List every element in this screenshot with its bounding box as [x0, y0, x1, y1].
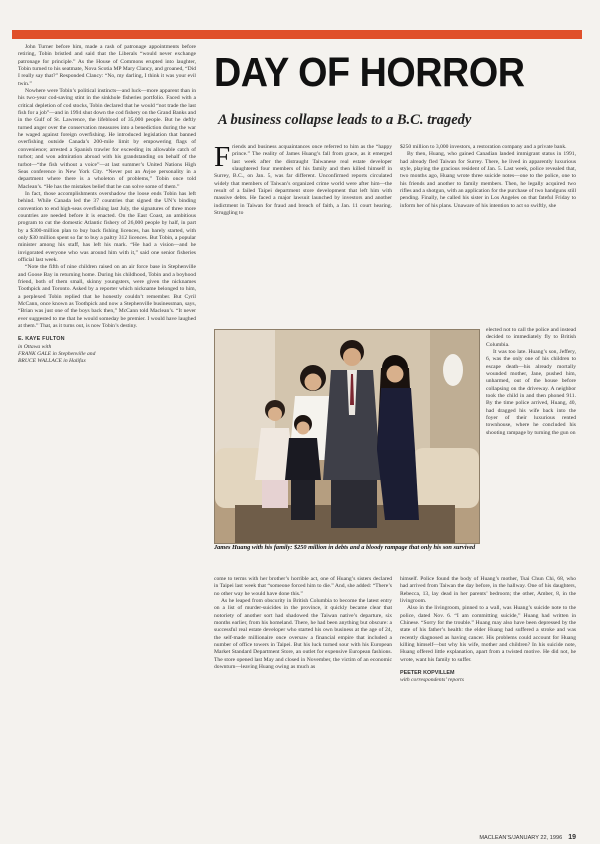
- headline: DAY OF HORROR: [214, 49, 525, 95]
- paragraph: By then, Huang, who gained Canadian landed immigrant status in 1991, had already fled Taiwan for Surrey. There, he lived in apparently luxurious style, playing the gracious resident of Jan. 5. Last week, police revealed that, two months ago, Huang wrote three suicide notes—one to the police, one to his friends and another to family members. Then, he legally acquired two rifles and a shotgun, with an application for the purchase of two handguns still pending. Finally, he called his sister in Los Angeles on that fateful Friday to inform her of his plans. Unaware of his intention to act so swiftly, she: [400, 151, 576, 209]
- paragraph: John Turner before him, made a rash of patronage appointments before retiring, Tobin bristled and said that the Liberals “would never exchange patronage for principle.” As the House of Commons erupted into laughter, Tobin turned to his seatmate, Nova Scotia MP Mary Clancy, and groaned, “Did I really say that?” Responded Clancy: “No, my darling, I think it was your evil twin.”: [18, 44, 196, 87]
- deck: A business collapse leads to a B.C. tragedy: [218, 112, 472, 128]
- page-number: 19: [568, 834, 576, 841]
- paragraph: In fact, those accomplishments overshadow the loose ends Tobin has left behind. While Canada led the 37 countries that signed the UN’s binding convention to end high-seas overfishing last July, the signatures of three more countries are needed before it is enacted. On the East Coast, an ambitious program to cut the domestic Atlantic fishery of 26,000 people by half, in part by a $300-million plan to buy back fishing licences, has barely started, with only $30 million spent so far to buy a paltry 312 licences. But Tobin, a popular minister among his staff, has left his mark. “He had a vision—and he invigorated everyone who was around him with it,” said one senior fisheries official last week.: [18, 190, 196, 263]
- page-footer: [479, 834, 576, 841]
- right-byline: [400, 670, 576, 685]
- paragraph: As he leaped from obscurity in British Columbia to become the latest entry on a list of murder-suicides in the province, it quickly became clear that notoriety of another sort had shadowed the Taiwan native’s departure, six months earlier, from his homeland. There, he had been anything but obscure: a successful real estate developer who started his own business at the age of 24, the self-made millionaire once oversaw a financial empire that included a number of office towers in Taipei. But his luck turned sour with his European Market Standard Department Store, an outlet for expensive European fashions. The store opened last May and closed in November, the victim of an economic downturn—leaving Huang owing as much as: [214, 598, 392, 671]
- article-column-3-top: [400, 144, 576, 210]
- article-column-3-bottom: [400, 576, 576, 685]
- paragraph: $250 million to 3,000 investors, a restoration company and a private bank.: [400, 144, 567, 150]
- issue-line: MACLEAN’S/JANUARY 22, 1996: [479, 835, 563, 841]
- paragraph: come to terms with her brother’s horrible act, one of Huang’s sisters declared in Taipei last week that “someone forced him to die.” And, she added: “There’s no other way he would have done this.”: [214, 576, 392, 597]
- paragraph: Nowhere were Tobin’s political instincts—and luck—more apparent than in his two-year cod-saving stint in the sinkhole fisheries portfolio. Faced with a critical depletion of cod stocks, Tobin declared that he would “not trade the last fish for a job”—and in 1994 shut down the cod fishery on the Grand Banks and in the Gulf of St. Lawrence, the lifeblood of 35,000 people. But he deftly turned anger over the conservation measures into a benediction during the war he waged against foreign overfishing. He introduced legislation that banned overfishing outside Canada’s 200-mile limit by empowering flags of convenience; arrested a Spanish trawler for exceeding its allowable catch of turbot; and won admiration abroad with his grandstanding on behalf of the turbot—“the fish without a voice”—at last summer’s United Nations High Seas conference in New York City. “Never put an Avjoe personality in a department where there is a wholeton of problems,” Tobin once told Maclean’s. “He has the mistakes belief that he can solve some of them.”: [18, 88, 196, 190]
- lead-text: riends and business acquaintances once referred to him as the “happy prince.” The reality of James Huang’s fall from grace, as it emerged last week after the distraught Taiwanese real estate developer slaughtered four members of his family and then killed himself in Surrey, B.C., on Jan. 5, was far different. Unconfirmed reports circulated widely that members of Taiwan’s organized crime world were after him—the result of a failed Taipei department store development that left him with massive debts. He faced a major lawsuit launched by investors and another indictment in Taiwan for fraud and breach of faith, a Jan. 11 court hearing. Struggling to: [214, 144, 392, 217]
- paragraph: “Note the fifth of nine children raised on an air force base in Stephenville and Goose Bay in returning home. During his childhood, Tobin and a boyhood friend, both of them small, skinny youngsters, were given the nicknames Toothpick and Toronto. Asked by a reporter which nickname belonged to him, a perplexed Tobin replied that he honestly couldn’t remember. But Cyril McCann, once known as Toothpick and now a Stephenville businessman, says, “Brian was just one of the boys back then,” McCann told Maclean’s. “It never ever suggested to me that he would someday be premier. I would have laughed at them.” That, as it turns out, is now Tobin’s destiny.: [18, 264, 196, 330]
- lead-paragraph: [214, 141, 392, 217]
- paragraph: Also in the livingroom, pinned to a wall, was Huang’s suicide note to the police, dated Nov. 6. “I am committing suicide,” Huang had written in Chinese. “Sorry for the trouble.” Huang may also have been depressed by the state of his father’s health: the elder Huang had suffered a stroke and was recently diagnosed as having cancer. His problems could account for Huang killing himself—but why his wife, mother and children? In his suicide note, Huang offered little explanation, apart from a twisted motive. He did not, he wrote, want his family to suffer.: [400, 605, 576, 663]
- accent-bar: [12, 30, 582, 39]
- drop-cap: F: [214, 141, 231, 173]
- paragraph: It was too late. Huang’s son, Jeffery, 6, was the only one of his children to escape death—his already mortally wounded mother, Jane, pushed him, unharmed, out of the house before collapsing on the driveway. A neighbor took the child in and then phoned 911. By the time police arrived, Huang, 40, had dragged his wife back into the foyer of their luxurious rented townhouse, where he concluded his shooting rampage by turning the gun on: [486, 349, 576, 436]
- byline-name: E. KAYE FULTON: [18, 336, 65, 343]
- byline-line: FRANK GALE in Stephenville and: [18, 351, 96, 358]
- left-column: [18, 44, 196, 366]
- byline-line: BRUCE WALLACE in Halifax: [18, 358, 86, 365]
- byline-line: in Ottawa with: [18, 343, 52, 350]
- byline-line: with correspondents’ reports: [400, 677, 464, 684]
- paragraph: himself. Police found the body of Huang’s mother, Tsai Chun Chi, 68, who had arrived from Taiwan the day before, in the hallway. One of his daughters, Rebecca, 13, lay dead in her parents’ bedroom; the other, Amber, 8, in the livingroom.: [400, 576, 576, 605]
- article-column-2-bottom: [214, 576, 392, 671]
- article-column-2-top: [214, 141, 392, 217]
- photo-caption: James Huang with his family: $250 million in debts and a bloody rampage that only his son survived: [214, 544, 476, 551]
- byline-name: PEETER KOPVILLEM: [400, 670, 455, 677]
- left-byline: [18, 336, 196, 365]
- family-photo: [214, 329, 480, 544]
- article-column-4: [486, 327, 576, 437]
- paragraph: elected not to call the police and instead decided to immediately fly to British Columbia.: [486, 327, 576, 348]
- family-photo-illustration: [215, 330, 479, 543]
